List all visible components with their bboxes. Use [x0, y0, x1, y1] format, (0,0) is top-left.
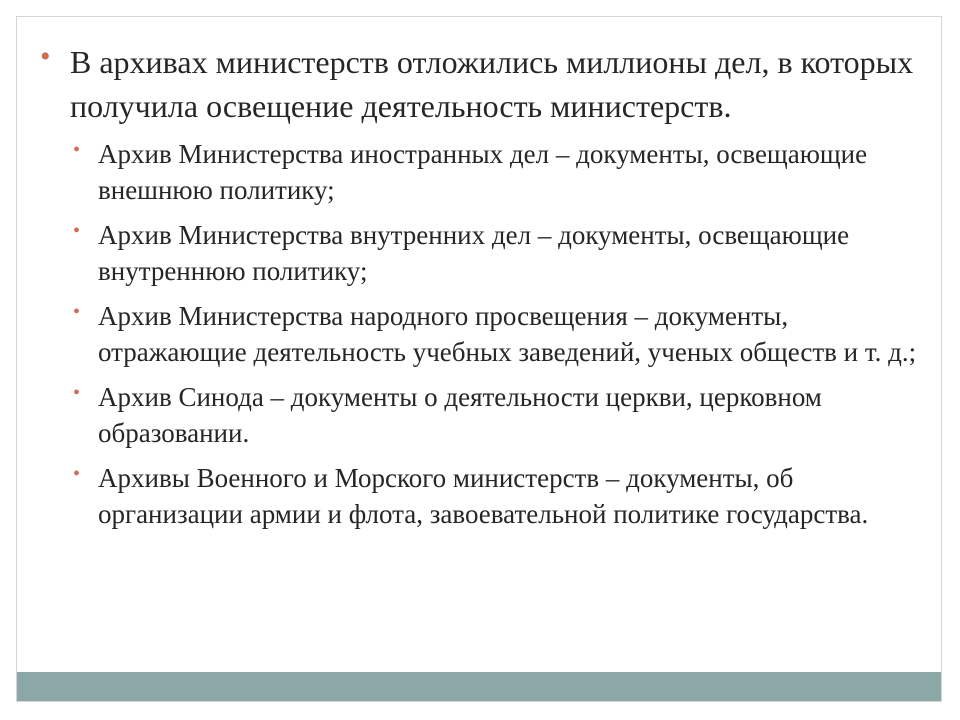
sub-bullet-text: Архив Синода – документы о деятельности церкви, церковном образовании. [98, 382, 822, 448]
sub-bullet-text: Архив Министерства иностранных дел – документы, освещающие внешнюю политику; [98, 139, 868, 205]
sub-bullet-icon: • [73, 301, 81, 323]
main-bullet-text: В архивах министерств отложились миллионы дел, в которых получила освещение деятельность министерств. [70, 44, 914, 124]
sub-bullet-icon: • [73, 139, 81, 161]
sub-bullet-list [40, 136, 920, 532]
sub-bullet-item-foreign-affairs [40, 136, 920, 208]
main-bullet-item [40, 40, 920, 128]
sub-bullet-text: Архивы Военного и Морского министерств – документы, об организации армии и флота, завоевательной политике государства. [98, 463, 869, 529]
slide-content [40, 40, 920, 541]
sub-bullet-item-military-naval [40, 460, 920, 532]
sub-bullet-item-education [40, 298, 920, 370]
sub-bullet-text: Архив Министерства внутренних дел – документы, освещающие внутреннюю политику; [98, 220, 850, 286]
sub-bullet-item-internal-affairs [40, 217, 920, 289]
sub-bullet-icon: • [73, 463, 81, 485]
sub-bullet-icon: • [73, 382, 81, 404]
sub-bullet-icon: • [73, 220, 81, 242]
sub-bullet-item-synod [40, 379, 920, 451]
main-bullet-icon: • [40, 40, 51, 73]
footer-bar [17, 672, 941, 701]
sub-bullet-text: Архив Министерства народного просвещения – документы, отражающие деятельность учебных заведений, ученых обществ и т. д.; [98, 301, 917, 367]
